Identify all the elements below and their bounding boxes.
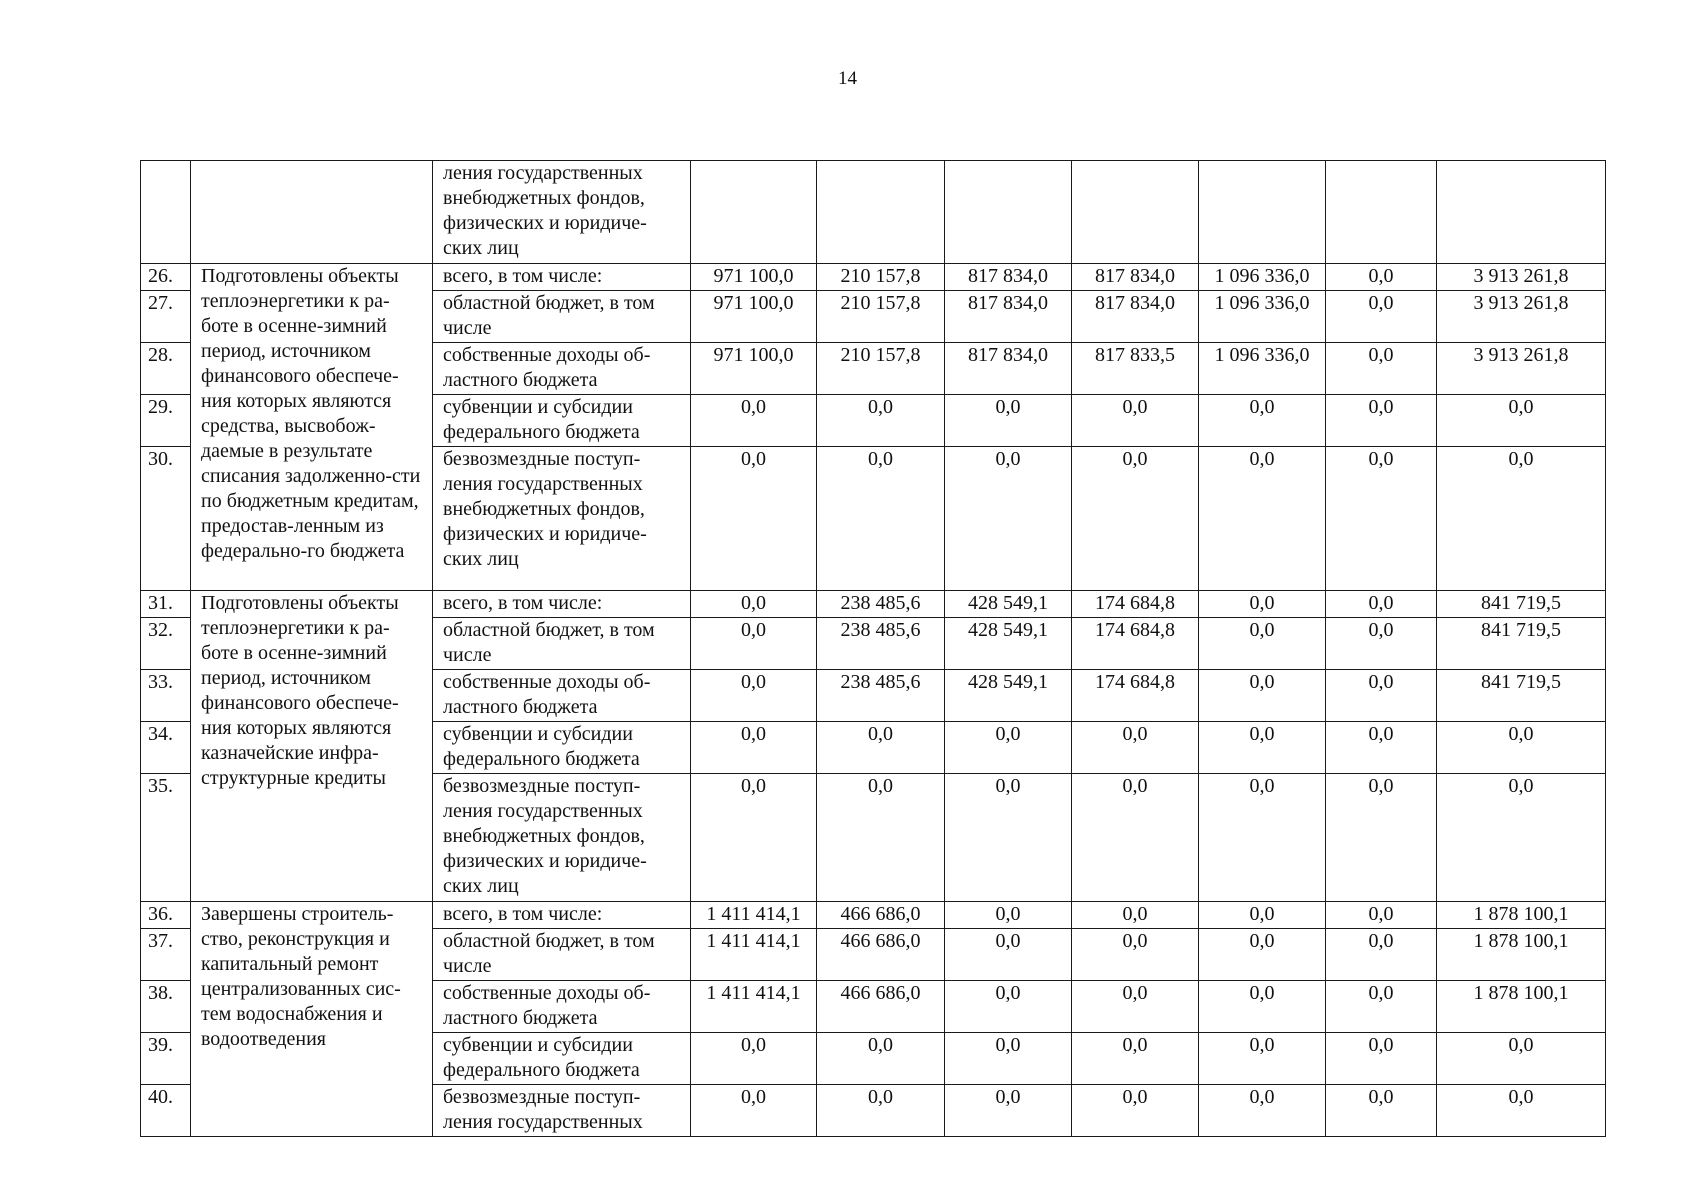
year-value: 817 834,0 — [1072, 290, 1199, 342]
year-value: 0,0 — [1072, 902, 1199, 929]
funding-source: субвенции и субсидии федерального бюджета — [433, 1032, 691, 1084]
total-value: 1 878 100,1 — [1437, 902, 1606, 929]
year-value: 0,0 — [1199, 1084, 1326, 1136]
year-value: 0,0 — [1199, 446, 1326, 591]
year-value: 0,0 — [691, 394, 817, 446]
value-cell — [1072, 161, 1199, 264]
year-value: 0,0 — [691, 773, 817, 902]
funding-source: собственные доходы об-ластного бюджета — [433, 342, 691, 394]
value-cell — [1326, 161, 1437, 264]
year-value: 0,0 — [945, 773, 1072, 902]
year-value: 0,0 — [1326, 928, 1437, 980]
year-value: 174 684,8 — [1072, 591, 1199, 618]
year-value: 210 157,8 — [817, 264, 945, 291]
year-value: 238 485,6 — [817, 591, 945, 618]
total-value: 0,0 — [1437, 1084, 1606, 1136]
year-value: 0,0 — [1072, 928, 1199, 980]
total-value: 0,0 — [1437, 446, 1606, 591]
year-value: 817 834,0 — [945, 342, 1072, 394]
row-number: 40. — [141, 1084, 191, 1136]
row-number: 39. — [141, 1032, 191, 1084]
year-value: 0,0 — [945, 446, 1072, 591]
year-value: 466 686,0 — [817, 902, 945, 929]
year-value: 0,0 — [817, 394, 945, 446]
row-number: 30. — [141, 446, 191, 591]
total-value: 841 719,5 — [1437, 669, 1606, 721]
total-value: 3 913 261,8 — [1437, 290, 1606, 342]
year-value: 1 096 336,0 — [1199, 342, 1326, 394]
row-number: 33. — [141, 669, 191, 721]
year-value: 0,0 — [1072, 773, 1199, 902]
year-value: 466 686,0 — [817, 928, 945, 980]
year-value: 0,0 — [1199, 773, 1326, 902]
year-value: 0,0 — [945, 1032, 1072, 1084]
total-value: 0,0 — [1437, 1032, 1606, 1084]
year-value: 0,0 — [945, 394, 1072, 446]
year-value: 0,0 — [1199, 591, 1326, 618]
year-value: 0,0 — [1199, 928, 1326, 980]
year-value: 0,0 — [1326, 446, 1437, 591]
value-cell — [817, 161, 945, 264]
year-value: 0,0 — [691, 446, 817, 591]
row-number: 31. — [141, 591, 191, 618]
year-value: 0,0 — [691, 591, 817, 618]
year-value: 210 157,8 — [817, 342, 945, 394]
year-value: 0,0 — [1326, 721, 1437, 773]
year-value: 0,0 — [1326, 669, 1437, 721]
funding-source: всего, в том числе: — [433, 264, 691, 291]
year-value: 0,0 — [945, 721, 1072, 773]
year-value: 0,0 — [1326, 980, 1437, 1032]
row-number: 35. — [141, 773, 191, 902]
year-value: 0,0 — [817, 721, 945, 773]
funding-source: областной бюджет, в том числе — [433, 928, 691, 980]
year-value: 0,0 — [691, 1032, 817, 1084]
budget-table — [140, 160, 1606, 1137]
year-value: 0,0 — [1326, 617, 1437, 669]
year-value: 1 411 414,1 — [691, 902, 817, 929]
year-value: 0,0 — [691, 1084, 817, 1136]
year-value: 0,0 — [1072, 1032, 1199, 1084]
year-value: 0,0 — [945, 902, 1072, 929]
total-value: 841 719,5 — [1437, 617, 1606, 669]
row-number: 34. — [141, 721, 191, 773]
year-value: 238 485,6 — [817, 617, 945, 669]
year-value: 971 100,0 — [691, 342, 817, 394]
year-value: 0,0 — [1326, 290, 1437, 342]
year-value: 1 411 414,1 — [691, 980, 817, 1032]
year-value: 238 485,6 — [817, 669, 945, 721]
total-value: 3 913 261,8 — [1437, 264, 1606, 291]
year-value: 0,0 — [1326, 342, 1437, 394]
row-number: 37. — [141, 928, 191, 980]
total-value: 0,0 — [1437, 721, 1606, 773]
table-row — [141, 591, 1606, 618]
year-value: 0,0 — [1326, 902, 1437, 929]
value-cell — [945, 161, 1072, 264]
year-value: 1 096 336,0 — [1199, 290, 1326, 342]
row-number: 26. — [141, 264, 191, 291]
year-value: 0,0 — [1072, 980, 1199, 1032]
year-value: 0,0 — [817, 1084, 945, 1136]
year-value: 817 834,0 — [945, 290, 1072, 342]
year-value: 0,0 — [1072, 394, 1199, 446]
row-number: 32. — [141, 617, 191, 669]
funding-source: субвенции и субсидии федерального бюджета — [433, 721, 691, 773]
year-value: 0,0 — [691, 617, 817, 669]
year-value: 0,0 — [691, 669, 817, 721]
year-value: 0,0 — [817, 773, 945, 902]
year-value: 0,0 — [1199, 721, 1326, 773]
year-value: 0,0 — [1072, 721, 1199, 773]
year-value: 0,0 — [1072, 1084, 1199, 1136]
year-value: 0,0 — [1326, 591, 1437, 618]
year-value: 0,0 — [1072, 446, 1199, 591]
total-value: 841 719,5 — [1437, 591, 1606, 618]
total-value: 3 913 261,8 — [1437, 342, 1606, 394]
funding-source: всего, в том числе: — [433, 902, 691, 929]
funding-source: безвозмездные поступ-ления государственных внебюджетных фондов, физических и юридиче-ских лиц — [433, 446, 691, 591]
year-value: 0,0 — [817, 1032, 945, 1084]
table-row — [141, 264, 1606, 291]
year-value: 971 100,0 — [691, 264, 817, 291]
year-value: 817 834,0 — [945, 264, 1072, 291]
year-value: 466 686,0 — [817, 980, 945, 1032]
year-value: 971 100,0 — [691, 290, 817, 342]
page-number: 14 — [838, 68, 857, 89]
total-value: 0,0 — [1437, 394, 1606, 446]
total-value: 1 878 100,1 — [1437, 928, 1606, 980]
row-number: 27. — [141, 290, 191, 342]
year-value: 0,0 — [1199, 980, 1326, 1032]
funding-source: субвенции и субсидии федерального бюджета — [433, 394, 691, 446]
object-description-cell — [191, 161, 433, 264]
year-value: 174 684,8 — [1072, 669, 1199, 721]
year-value: 0,0 — [1199, 902, 1326, 929]
total-value: 1 878 100,1 — [1437, 980, 1606, 1032]
year-value: 428 549,1 — [945, 617, 1072, 669]
year-value: 0,0 — [1199, 394, 1326, 446]
year-value: 0,0 — [691, 721, 817, 773]
year-value: 0,0 — [1326, 1032, 1437, 1084]
year-value: 174 684,8 — [1072, 617, 1199, 669]
year-value: 0,0 — [945, 1084, 1072, 1136]
year-value: 1 096 336,0 — [1199, 264, 1326, 291]
funding-source: собственные доходы об-ластного бюджета — [433, 980, 691, 1032]
object-description: Подготовлены объекты теплоэнергетики к ра-боте в осенне-зимний период, источником финансового обеспече-ния которых являются казначейские инфра-структурные кредиты — [191, 591, 433, 902]
row-number: 38. — [141, 980, 191, 1032]
year-value: 0,0 — [1199, 1032, 1326, 1084]
funding-source: безвозмездные поступ-ления государственных — [433, 1084, 691, 1136]
value-cell — [1199, 161, 1326, 264]
year-value: 0,0 — [1326, 1084, 1437, 1136]
year-value: 0,0 — [1199, 617, 1326, 669]
object-description: Подготовлены объекты теплоэнергетики к ра-боте в осенне-зимний период, источником финансового обеспече-ния которых являются средства, высвобож-даемые в результате списания задолженно-сти по бюджетным кредитам, предостав-ленным из федерально-го бюджета — [191, 264, 433, 591]
year-value: 0,0 — [817, 446, 945, 591]
year-value: 0,0 — [945, 980, 1072, 1032]
year-value: 428 549,1 — [945, 591, 1072, 618]
year-value: 428 549,1 — [945, 669, 1072, 721]
row-number: 28. — [141, 342, 191, 394]
row-number: 36. — [141, 902, 191, 929]
funding-source: безвозмездные поступ-ления государственных внебюджетных фондов, физических и юридиче-ских лиц — [433, 773, 691, 902]
funding-source-cell: ления государственных внебюджетных фондов, физических и юридиче-ских лиц — [433, 161, 691, 264]
funding-source: собственные доходы об-ластного бюджета — [433, 669, 691, 721]
year-value: 0,0 — [1326, 773, 1437, 902]
funding-source: областной бюджет, в том числе — [433, 290, 691, 342]
table-row — [141, 161, 1606, 264]
row-number-cell — [141, 161, 191, 264]
funding-source: всего, в том числе: — [433, 591, 691, 618]
year-value: 1 411 414,1 — [691, 928, 817, 980]
year-value: 0,0 — [1326, 264, 1437, 291]
year-value: 210 157,8 — [817, 290, 945, 342]
year-value: 0,0 — [1326, 394, 1437, 446]
total-value: 0,0 — [1437, 773, 1606, 902]
value-cell — [691, 161, 817, 264]
funding-source: областной бюджет, в том числе — [433, 617, 691, 669]
year-value: 817 833,5 — [1072, 342, 1199, 394]
table-row — [141, 902, 1606, 929]
year-value: 817 834,0 — [1072, 264, 1199, 291]
value-cell — [1437, 161, 1606, 264]
row-number: 29. — [141, 394, 191, 446]
year-value: 0,0 — [1199, 669, 1326, 721]
year-value: 0,0 — [945, 928, 1072, 980]
object-description: Завершены строитель-ство, реконструкция и капитальный ремонт централизованных сис-тем водоснабжения и водоотведения — [191, 902, 433, 1137]
